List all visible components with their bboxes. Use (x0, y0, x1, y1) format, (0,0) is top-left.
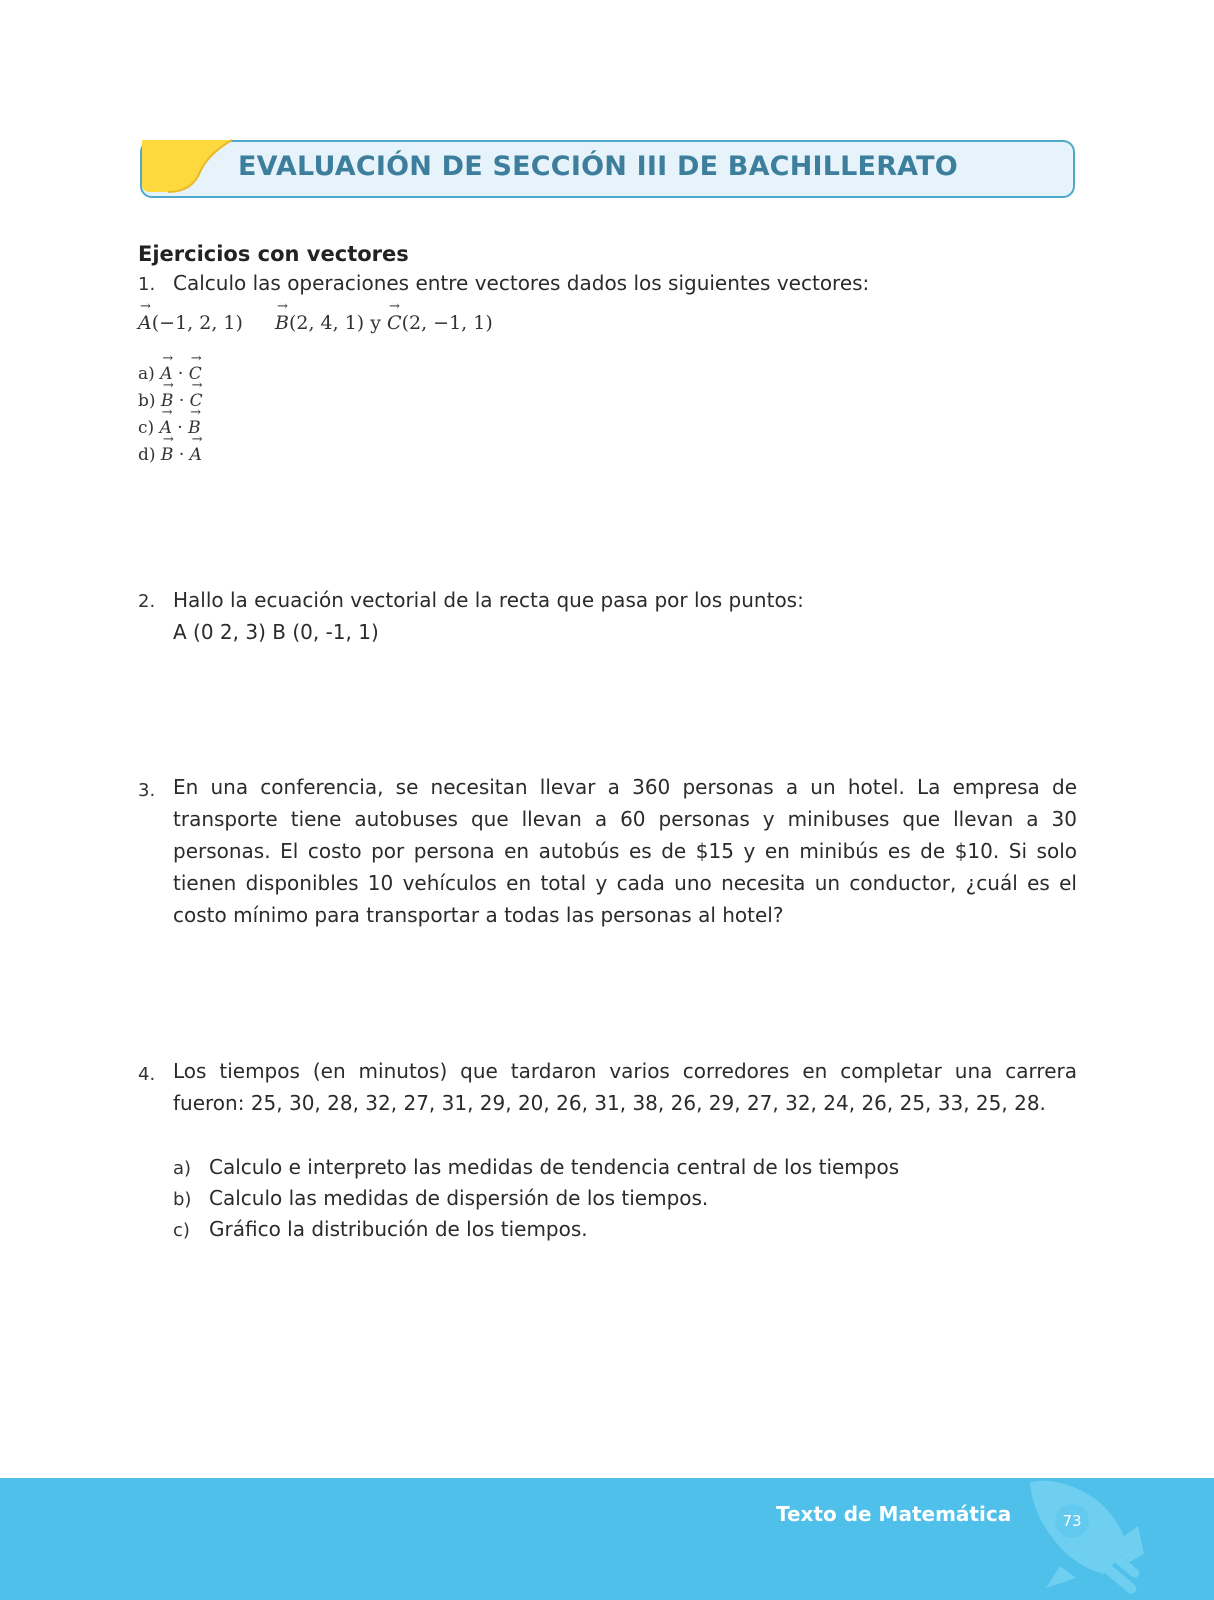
q1-item-b: b) → B · → C (138, 391, 203, 411)
q1-item-a-label: a) (138, 364, 155, 384)
q1-item-d-left: → B (161, 445, 174, 465)
q4-number: 4. (138, 1064, 156, 1085)
vector-a-coords: (−1, 2, 1) (151, 312, 243, 334)
q4-item-c-text: Gráfico la distribución de los tiempos. (209, 1217, 588, 1241)
q2-text: Hallo la ecuación vectorial de la recta que pasa por los puntos: (173, 588, 804, 612)
section-banner (140, 140, 1075, 198)
page-title: EVALUACIÓN DE SECCIÓN III DE BACHILLERATO (238, 151, 958, 182)
vector-b-coords: (2, 4, 1) (288, 312, 365, 334)
q4-item-a-text: Calculo e interpreto las medidas de tendencia central de los tiempos (209, 1155, 900, 1179)
q1-item-d-right: → A (190, 445, 202, 465)
banner-yellow-tab (138, 134, 238, 200)
q1-vectors (138, 312, 493, 334)
page-number: 73 (1055, 1504, 1089, 1538)
q1-item-c: c) → A · → B (138, 418, 201, 438)
q1-item-b-right: → C (190, 391, 203, 411)
q1-item-a: a) → A · → C (138, 364, 202, 384)
q3-text: En una conferencia, se necesitan llevar a 360 personas a un hotel. La empresa de transporte tiene autobuses que llevan a 60 personas y minibuses que llevan a 30 personas. El costo por persona en autobús es de $15 y en minibús es de $10. Si solo tienen disponibles 10 vehículos en total y cada uno necesita un conductor, ¿cuál es el costo mínimo para transportar a todas las personas al hotel? (173, 775, 1077, 927)
q4-item-b-text: Calculo las medidas de dispersión de los tiempos. (209, 1186, 709, 1210)
q1-item-a-right: → C (189, 364, 202, 384)
q2-points: A (0 2, 3) B (0, -1, 1) (173, 620, 379, 644)
q1-text: Calculo las operaciones entre vectores dados los siguientes vectores: (173, 271, 870, 295)
vector-a-name: → A (138, 312, 152, 334)
q4-item-a-label: a) (173, 1158, 192, 1179)
vector-conjunction: y (370, 312, 381, 334)
q4-item-b-label: b) (173, 1189, 192, 1210)
q1-item-d: d) → B · → A (138, 445, 202, 465)
q1-item-b-left: → B (161, 391, 174, 411)
rocket-icon (1020, 1478, 1214, 1600)
page-footer (0, 1478, 1214, 1600)
q1-item-a-left: → A (160, 364, 172, 384)
q1-item-c-label: c) (138, 418, 155, 438)
q2-number: 2. (138, 591, 156, 612)
vector-b-name: → B (275, 312, 289, 334)
q3-number: 3. (138, 780, 156, 801)
vector-c-coords: (2, −1, 1) (401, 312, 493, 334)
q1-number: 1. (138, 274, 156, 295)
q1-item-b-label: b) (138, 391, 156, 411)
vector-c-name: → C (387, 312, 402, 334)
q1-item-d-label: d) (138, 445, 156, 465)
q1-item-c-right: → B (188, 418, 201, 438)
q1-item-c-left: → A (160, 418, 172, 438)
q4-item-c-label: c) (173, 1220, 190, 1241)
q4-text: Los tiempos (en minutos) que tardaron varios corredores en completar una carrera fueron: 25, 30, 28, 32, 27, 31, 29, 20, 26, 31, 38, 26, 29, 27, 32, 24, 26, 25, 33, 25, 28. (173, 1059, 1077, 1115)
section-title: Ejercicios con vectores (138, 242, 409, 266)
footer-title: Texto de Matemática (776, 1502, 1012, 1526)
